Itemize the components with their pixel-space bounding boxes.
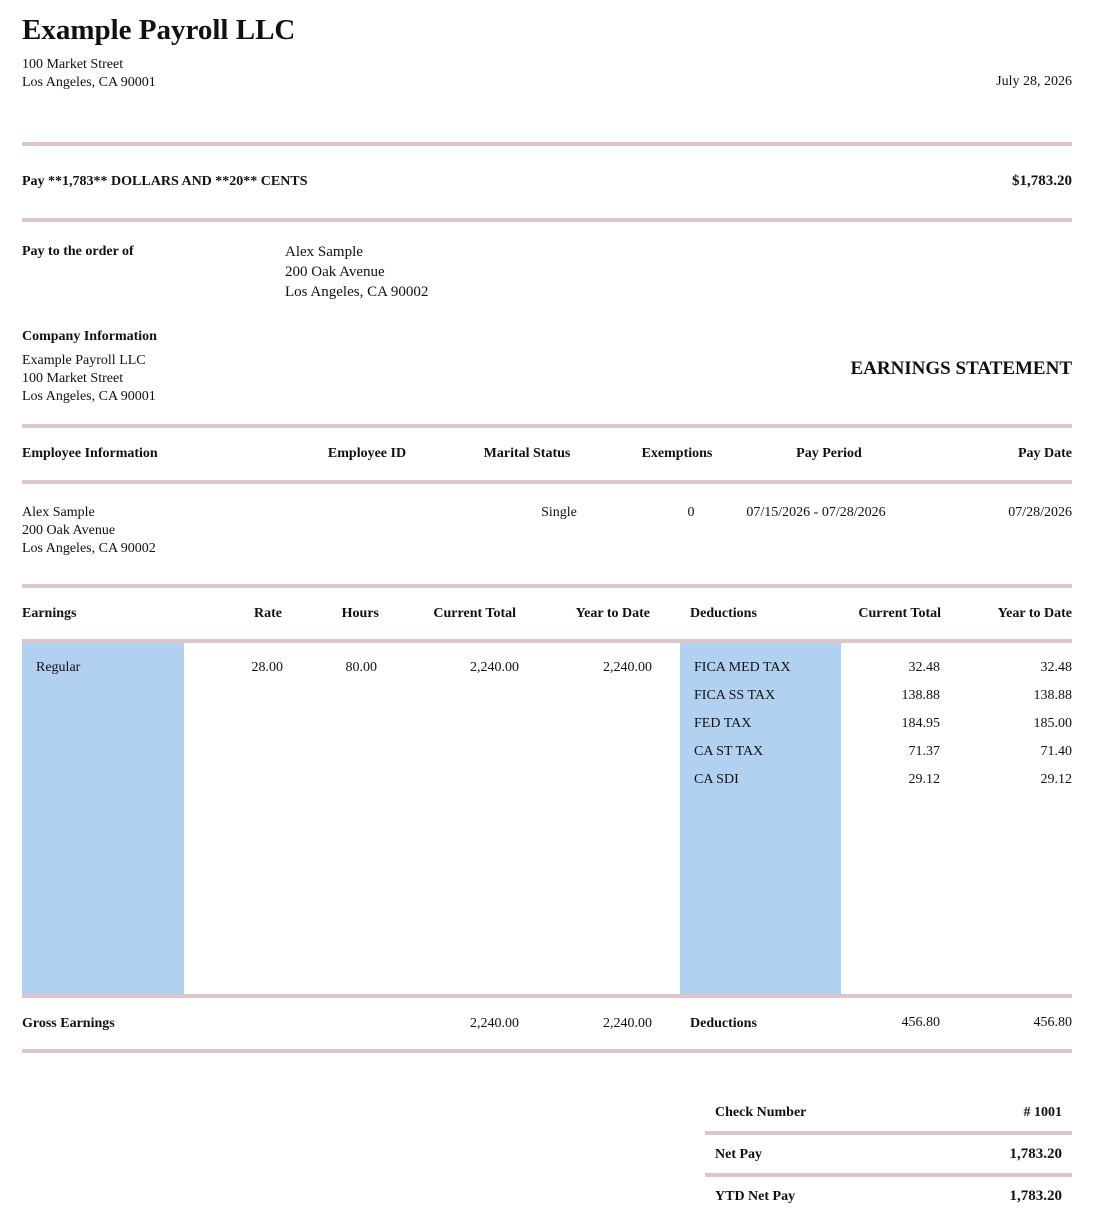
summary-divider: [705, 1131, 1072, 1135]
earning-current-total: 2,240.00: [470, 660, 519, 675]
ytd-net-pay: 1,783.20: [1009, 1188, 1062, 1204]
payee-line2: Los Angeles, CA 90002: [285, 284, 429, 300]
company-address: [22, 56, 156, 92]
net-pay: 1,783.20: [1009, 1146, 1062, 1162]
company-info-line2: Los Angeles, CA 90001: [22, 389, 156, 404]
company-address-line2: Los Angeles, CA 90001: [22, 75, 156, 90]
earning-rate: 28.00: [251, 660, 283, 675]
ytd-net-pay-label: YTD Net Pay: [715, 1189, 796, 1204]
header-employee-info: Employee Information: [22, 446, 158, 461]
employee-line2: Los Angeles, CA 90002: [22, 541, 156, 556]
payee-line1: 200 Oak Avenue: [285, 264, 385, 280]
header-employee-id: Employee ID: [327, 446, 407, 461]
company-address-line1: 100 Market Street: [22, 57, 124, 72]
gross-earnings-label: Gross Earnings: [22, 1016, 115, 1031]
divider: [22, 424, 1072, 428]
deduction-name: CA ST TAX: [694, 744, 764, 759]
employee-exemptions: 0: [687, 505, 695, 520]
deduction-name: CA SDI: [694, 772, 739, 787]
employee-name: Alex Sample: [22, 505, 95, 520]
divider: [22, 480, 1072, 484]
gross-year-to-date: 2,240.00: [603, 1016, 652, 1031]
header-pay-period: Pay Period: [796, 446, 862, 461]
check-number: # 1001: [1023, 1105, 1062, 1120]
divider: [22, 142, 1072, 146]
amount-in-words: Pay **1,783** DOLLARS AND **20** CENTS: [22, 174, 308, 189]
deduction-current: 29.12: [908, 772, 940, 787]
header-marital-status: Marital Status: [483, 446, 571, 461]
company-info-name: Example Payroll LLC: [22, 353, 146, 368]
deduction-current: 71.37: [908, 744, 940, 759]
deduction-ytd: 71.40: [1040, 744, 1072, 759]
employee-address: [22, 504, 156, 558]
deduction-name: FICA SS TAX: [694, 688, 776, 703]
total-deductions-current: 456.80: [901, 1015, 940, 1030]
total-deductions-ytd: 456.80: [1033, 1015, 1072, 1030]
check-amount: $1,783.20: [1012, 173, 1072, 189]
header-deductions: Deductions: [690, 606, 757, 621]
company-info-address: [22, 352, 156, 406]
header-rate: Rate: [254, 606, 282, 621]
employee-pay-date: 07/28/2026: [1008, 505, 1072, 520]
payee-address: [285, 242, 428, 302]
gross-current-total: 2,240.00: [470, 1016, 519, 1031]
deduction-ytd: 32.48: [1040, 660, 1072, 675]
earnings-name-column: [22, 643, 184, 994]
company-info-label: Company Information: [22, 329, 157, 344]
company-info-line1: 100 Market Street: [22, 371, 124, 386]
employee-pay-period: 07/15/2026 - 07/28/2026: [746, 505, 886, 520]
earning-name: Regular: [36, 660, 81, 675]
payee-name: Alex Sample: [285, 244, 363, 260]
header-deduction-year-to-date: Year to Date: [997, 606, 1072, 621]
earning-year-to-date: 2,240.00: [603, 660, 652, 675]
employee-marital-status: Single: [541, 505, 577, 520]
header-hours: Hours: [341, 606, 379, 621]
earning-hours: 80.00: [345, 660, 377, 675]
header-year-to-date: Year to Date: [575, 606, 650, 621]
deduction-current: 184.95: [901, 716, 940, 731]
deduction-name: FED TAX: [694, 716, 752, 731]
deduction-ytd: 185.00: [1033, 716, 1072, 731]
deduction-ytd: 138.88: [1033, 688, 1072, 703]
header-pay-date: Pay Date: [1017, 446, 1072, 461]
net-pay-label: Net Pay: [715, 1147, 763, 1162]
summary-divider: [705, 1173, 1072, 1177]
header-current-total: Current Total: [433, 606, 516, 621]
employee-line1: 200 Oak Avenue: [22, 523, 116, 538]
header-exemptions: Exemptions: [641, 446, 713, 461]
header-deduction-current-total: Current Total: [858, 606, 941, 621]
divider: [22, 994, 1072, 998]
statement-title: EARNINGS STATEMENT: [850, 358, 1072, 379]
total-deductions-label: Deductions: [690, 1016, 757, 1031]
statement-date: July 28, 2026: [996, 74, 1072, 89]
divider: [22, 584, 1072, 588]
header-earnings: Earnings: [22, 606, 77, 621]
divider: [22, 1049, 1072, 1053]
company-name: Example Payroll LLC: [22, 14, 296, 46]
pay-to-label: Pay to the order of: [22, 244, 134, 259]
deduction-name: FICA MED TAX: [694, 660, 791, 675]
deduction-current: 32.48: [908, 660, 940, 675]
divider: [22, 218, 1072, 222]
check-number-label: Check Number: [715, 1105, 807, 1120]
deduction-current: 138.88: [901, 688, 940, 703]
deduction-ytd: 29.12: [1040, 772, 1072, 787]
